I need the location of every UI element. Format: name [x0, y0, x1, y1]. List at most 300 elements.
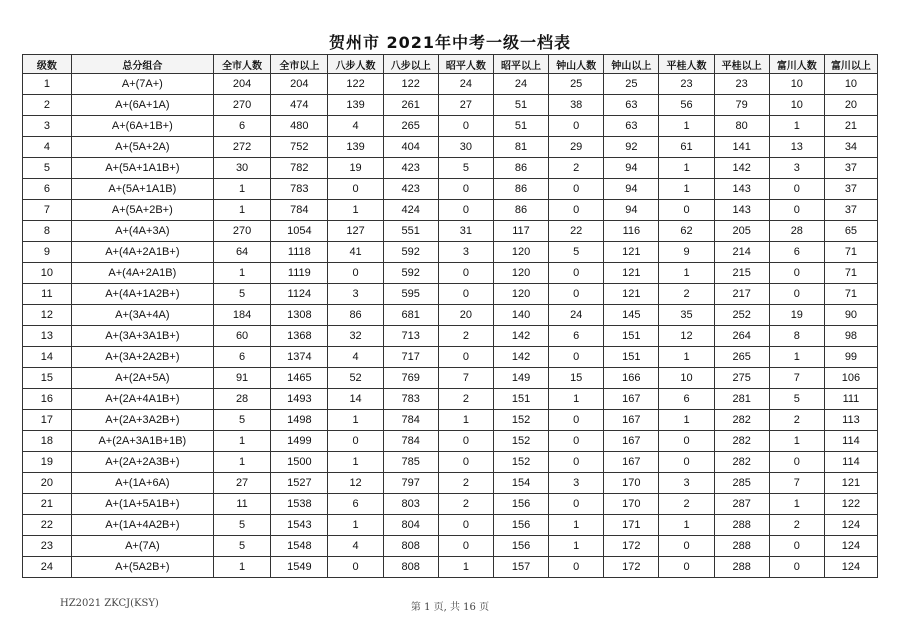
table-cell: A+(4A+2A1B+) — [71, 242, 213, 263]
table-cell: 24 — [23, 557, 72, 578]
table-cell: 1124 — [271, 284, 328, 305]
table-cell: 1119 — [271, 263, 328, 284]
column-header: 八步以上 — [383, 55, 438, 74]
table-cell: 51 — [493, 95, 548, 116]
table-cell: 156 — [493, 494, 548, 515]
table-cell: 0 — [549, 200, 604, 221]
table-row — [23, 368, 878, 389]
table-cell: 270 — [213, 221, 270, 242]
table-cell: 121 — [604, 263, 659, 284]
table-cell: 91 — [213, 368, 270, 389]
table-cell: 7 — [23, 200, 72, 221]
table-cell: 19 — [328, 158, 383, 179]
table-cell: 120 — [493, 242, 548, 263]
table-cell: 1 — [659, 410, 714, 431]
table-cell: 11 — [23, 284, 72, 305]
table-cell: 1465 — [271, 368, 328, 389]
table-cell: 784 — [271, 200, 328, 221]
table-cell: 0 — [769, 200, 824, 221]
table-cell: 803 — [383, 494, 438, 515]
table-cell: 167 — [604, 431, 659, 452]
table-cell: 272 — [213, 137, 270, 158]
table-cell: 0 — [438, 431, 493, 452]
table-cell: 5 — [438, 158, 493, 179]
table-cell: 5 — [23, 158, 72, 179]
table-cell: 22 — [23, 515, 72, 536]
table-cell: A+(1A+4A2B+) — [71, 515, 213, 536]
table-cell: 214 — [714, 242, 769, 263]
table-cell: 31 — [438, 221, 493, 242]
table-row — [23, 452, 878, 473]
table-cell: 717 — [383, 347, 438, 368]
table-cell: 0 — [549, 410, 604, 431]
table-cell: 122 — [383, 74, 438, 95]
table-cell: 769 — [383, 368, 438, 389]
table-cell: 1538 — [271, 494, 328, 515]
table-cell: 98 — [824, 326, 877, 347]
header-row — [23, 55, 878, 74]
table-row — [23, 263, 878, 284]
table-cell: 0 — [549, 557, 604, 578]
table-cell: A+(3A+4A) — [71, 305, 213, 326]
table-cell: 11 — [213, 494, 270, 515]
table-cell: 0 — [659, 557, 714, 578]
table-cell: 151 — [493, 389, 548, 410]
table-cell: 285 — [714, 473, 769, 494]
table-cell: 1 — [213, 263, 270, 284]
table-cell: 7 — [438, 368, 493, 389]
table-cell: 288 — [714, 557, 769, 578]
table-cell: 63 — [604, 95, 659, 116]
table-cell: 205 — [714, 221, 769, 242]
table-cell: 0 — [769, 536, 824, 557]
table-row — [23, 137, 878, 158]
table-cell: 167 — [604, 389, 659, 410]
table-cell: 592 — [383, 242, 438, 263]
table-cell: 92 — [604, 137, 659, 158]
table-body — [23, 74, 878, 578]
table-cell: 122 — [824, 494, 877, 515]
table-cell: 3 — [23, 116, 72, 137]
table-cell: 1368 — [271, 326, 328, 347]
table-cell: 681 — [383, 305, 438, 326]
table-cell: 288 — [714, 515, 769, 536]
table-cell: 156 — [493, 536, 548, 557]
table-cell: 8 — [769, 326, 824, 347]
table-cell: A+(2A+5A) — [71, 368, 213, 389]
table-cell: A+(7A+) — [71, 74, 213, 95]
table-cell: 1 — [23, 74, 72, 95]
column-header: 级数 — [23, 55, 72, 74]
column-header: 昭平人数 — [438, 55, 493, 74]
table-cell: 0 — [438, 347, 493, 368]
table-cell: 35 — [659, 305, 714, 326]
table-cell: 9 — [23, 242, 72, 263]
table-cell: 143 — [714, 179, 769, 200]
table-cell: 808 — [383, 536, 438, 557]
table-cell: 14 — [328, 389, 383, 410]
table-cell: 106 — [824, 368, 877, 389]
table-cell: 140 — [493, 305, 548, 326]
table-cell: 30 — [438, 137, 493, 158]
table-cell: 1499 — [271, 431, 328, 452]
table-cell: 2 — [659, 494, 714, 515]
table-cell: 10 — [659, 368, 714, 389]
table-cell: 1549 — [271, 557, 328, 578]
table-cell: 0 — [659, 536, 714, 557]
table-cell: 23 — [23, 536, 72, 557]
table-cell: 4 — [328, 116, 383, 137]
table-row — [23, 347, 878, 368]
table-cell: 114 — [824, 431, 877, 452]
table-cell: 29 — [549, 137, 604, 158]
table-cell: 12 — [23, 305, 72, 326]
table-cell: A+(4A+3A) — [71, 221, 213, 242]
table-cell: 1 — [549, 389, 604, 410]
table-cell: A+(2A+3A2B+) — [71, 410, 213, 431]
table-cell: 71 — [824, 263, 877, 284]
table-cell: 265 — [383, 116, 438, 137]
table-cell: 287 — [714, 494, 769, 515]
table-cell: 56 — [659, 95, 714, 116]
table-cell: 7 — [769, 368, 824, 389]
table-cell: 156 — [493, 515, 548, 536]
table-cell: 142 — [493, 347, 548, 368]
table-cell: 0 — [549, 494, 604, 515]
column-header: 昭平以上 — [493, 55, 548, 74]
table-cell: 71 — [824, 284, 877, 305]
table-cell: 282 — [714, 410, 769, 431]
table-row — [23, 389, 878, 410]
table-cell: 27 — [213, 473, 270, 494]
table-cell: A+(2A+4A1B+) — [71, 389, 213, 410]
table-cell: 1 — [659, 158, 714, 179]
table-cell: 4 — [328, 536, 383, 557]
table-cell: 592 — [383, 263, 438, 284]
table-cell: A+(1A+5A1B+) — [71, 494, 213, 515]
table-cell: 154 — [493, 473, 548, 494]
table-cell: 782 — [271, 158, 328, 179]
table-row — [23, 221, 878, 242]
table-cell: 6 — [549, 326, 604, 347]
table-cell: 783 — [271, 179, 328, 200]
column-header: 总分组合 — [71, 55, 213, 74]
table-cell: 1 — [659, 263, 714, 284]
table-cell: 121 — [824, 473, 877, 494]
table-cell: 0 — [438, 284, 493, 305]
table-cell: 3 — [769, 158, 824, 179]
table-cell: 151 — [604, 347, 659, 368]
table-cell: 0 — [438, 200, 493, 221]
table-cell: 10 — [769, 74, 824, 95]
table-cell: 16 — [23, 389, 72, 410]
table-cell: 551 — [383, 221, 438, 242]
table-cell: 60 — [213, 326, 270, 347]
table-cell: 86 — [493, 200, 548, 221]
footer-page-number: 第 1 页, 共 16 页 — [410, 602, 490, 613]
table-cell: 270 — [213, 95, 270, 116]
table-cell: 282 — [714, 452, 769, 473]
table-cell: 1 — [549, 515, 604, 536]
table-cell: 64 — [213, 242, 270, 263]
table-cell: 24 — [438, 74, 493, 95]
table-cell: 0 — [328, 431, 383, 452]
table-cell: 86 — [328, 305, 383, 326]
table-cell: 6 — [769, 242, 824, 263]
table-cell: 1 — [769, 431, 824, 452]
table-cell: 167 — [604, 410, 659, 431]
table-cell: 61 — [659, 137, 714, 158]
table-cell: 6 — [659, 389, 714, 410]
table-row — [23, 431, 878, 452]
table-cell: 0 — [769, 263, 824, 284]
table-cell: 0 — [549, 179, 604, 200]
table-cell: 1 — [438, 410, 493, 431]
table-cell: 2 — [438, 494, 493, 515]
table-cell: A+(6A+1A) — [71, 95, 213, 116]
table-cell: 480 — [271, 116, 328, 137]
table-cell: 15 — [549, 368, 604, 389]
table-cell: 1 — [328, 410, 383, 431]
table-row — [23, 473, 878, 494]
grade-table — [22, 54, 878, 578]
table-row — [23, 179, 878, 200]
table-cell: 804 — [383, 515, 438, 536]
table-cell: 713 — [383, 326, 438, 347]
table-cell: 120 — [493, 263, 548, 284]
table-cell: 595 — [383, 284, 438, 305]
table-cell: 139 — [328, 137, 383, 158]
table-cell: 0 — [659, 431, 714, 452]
table-cell: A+(2A+3A1B+1B) — [71, 431, 213, 452]
table-cell: 404 — [383, 137, 438, 158]
table-cell: 1374 — [271, 347, 328, 368]
table-cell: A+(5A2B+) — [71, 557, 213, 578]
table-cell: 172 — [604, 557, 659, 578]
table-cell: 1054 — [271, 221, 328, 242]
table-cell: 3 — [328, 284, 383, 305]
table-cell: A+(6A+1B+) — [71, 116, 213, 137]
table-cell: 14 — [23, 347, 72, 368]
table-cell: 71 — [824, 242, 877, 263]
table-cell: 0 — [769, 557, 824, 578]
table-cell: 38 — [549, 95, 604, 116]
table-cell: 25 — [604, 74, 659, 95]
table-cell: 149 — [493, 368, 548, 389]
table-cell: 281 — [714, 389, 769, 410]
column-header: 八步人数 — [328, 55, 383, 74]
table-cell: 172 — [604, 536, 659, 557]
table-cell: 784 — [383, 431, 438, 452]
table-cell: 81 — [493, 137, 548, 158]
table-cell: 151 — [604, 326, 659, 347]
table-row — [23, 305, 878, 326]
table-cell: 0 — [438, 263, 493, 284]
table-cell: 1 — [213, 200, 270, 221]
table-cell: 1 — [659, 116, 714, 137]
table-row — [23, 326, 878, 347]
table-cell: 32 — [328, 326, 383, 347]
table-cell: 41 — [328, 242, 383, 263]
table-cell: 0 — [438, 452, 493, 473]
table-row — [23, 284, 878, 305]
table-cell: 0 — [549, 116, 604, 137]
table-cell: 0 — [549, 263, 604, 284]
table-cell: 13 — [769, 137, 824, 158]
table-cell: 252 — [714, 305, 769, 326]
table-cell: 5 — [213, 536, 270, 557]
table-cell: 0 — [549, 431, 604, 452]
table-cell: A+(4A+1A2B+) — [71, 284, 213, 305]
table-cell: 12 — [659, 326, 714, 347]
table-cell: 1527 — [271, 473, 328, 494]
table-cell: 116 — [604, 221, 659, 242]
table-cell: 204 — [271, 74, 328, 95]
table-cell: 2 — [769, 410, 824, 431]
table-cell: 94 — [604, 200, 659, 221]
table-cell: 34 — [824, 137, 877, 158]
table-cell: 6 — [328, 494, 383, 515]
table-cell: 24 — [493, 74, 548, 95]
table-cell: 1 — [438, 557, 493, 578]
table-cell: 0 — [769, 284, 824, 305]
table-cell: A+(5A+2B+) — [71, 200, 213, 221]
table-cell: 27 — [438, 95, 493, 116]
table-cell: 170 — [604, 473, 659, 494]
footer-code: HZ2021 ZKCJ(KSY) — [60, 598, 159, 609]
table-cell: 142 — [714, 158, 769, 179]
table-cell: 275 — [714, 368, 769, 389]
table-cell: 120 — [493, 284, 548, 305]
table-cell: 261 — [383, 95, 438, 116]
table-cell: 15 — [23, 368, 72, 389]
table-cell: 21 — [824, 116, 877, 137]
table-cell: 7 — [769, 473, 824, 494]
table-cell: 122 — [328, 74, 383, 95]
page-title: 贺州市 2021年中考一级一档表 — [328, 33, 572, 52]
table-cell: 5 — [213, 515, 270, 536]
table-cell: 62 — [659, 221, 714, 242]
table-cell: 10 — [23, 263, 72, 284]
table-cell: 25 — [549, 74, 604, 95]
table-cell: 0 — [549, 284, 604, 305]
table-cell: 474 — [271, 95, 328, 116]
table-cell: 24 — [549, 305, 604, 326]
table-cell: 152 — [493, 431, 548, 452]
table-cell: 3 — [549, 473, 604, 494]
table-cell: 124 — [824, 515, 877, 536]
table-cell: 1 — [213, 452, 270, 473]
table-cell: 0 — [438, 536, 493, 557]
table-cell: 145 — [604, 305, 659, 326]
table-cell: 424 — [383, 200, 438, 221]
table-cell: 0 — [328, 557, 383, 578]
table-cell: 3 — [659, 473, 714, 494]
column-header: 钟山以上 — [604, 55, 659, 74]
table-cell: 37 — [824, 200, 877, 221]
table-cell: 99 — [824, 347, 877, 368]
table-cell: 20 — [438, 305, 493, 326]
table-cell: 264 — [714, 326, 769, 347]
table-cell: 22 — [549, 221, 604, 242]
table-cell: A+(3A+3A1B+) — [71, 326, 213, 347]
table-cell: 0 — [549, 452, 604, 473]
table-cell: 10 — [769, 95, 824, 116]
table-cell: 1 — [213, 557, 270, 578]
table-cell: A+(2A+2A3B+) — [71, 452, 213, 473]
table-cell: 2 — [659, 284, 714, 305]
table-cell: 141 — [714, 137, 769, 158]
table-cell: 5 — [769, 389, 824, 410]
table-cell: 17 — [23, 410, 72, 431]
table-cell: A+(5A+1A1B+) — [71, 158, 213, 179]
table-cell: A+(7A) — [71, 536, 213, 557]
table-cell: 113 — [824, 410, 877, 431]
table-cell: 2 — [438, 389, 493, 410]
table-cell: 0 — [769, 452, 824, 473]
table-cell: 215 — [714, 263, 769, 284]
table-cell: 282 — [714, 431, 769, 452]
table-cell: 1 — [549, 536, 604, 557]
table-cell: 6 — [213, 347, 270, 368]
table-cell: 28 — [213, 389, 270, 410]
table-cell: 5 — [213, 410, 270, 431]
table-cell: A+(5A+1A1B) — [71, 179, 213, 200]
table-cell: 166 — [604, 368, 659, 389]
table-cell: 170 — [604, 494, 659, 515]
table-row — [23, 158, 878, 179]
table-cell: 2 — [549, 158, 604, 179]
table-cell: A+(4A+2A1B) — [71, 263, 213, 284]
table-row — [23, 74, 878, 95]
table-cell: 30 — [213, 158, 270, 179]
table-cell: 0 — [438, 116, 493, 137]
table-cell: 1 — [769, 347, 824, 368]
table-cell: 37 — [824, 158, 877, 179]
table-cell: 1548 — [271, 536, 328, 557]
table-cell: 12 — [328, 473, 383, 494]
column-header: 钟山人数 — [549, 55, 604, 74]
table-cell: 0 — [549, 347, 604, 368]
table-cell: 152 — [493, 452, 548, 473]
table-cell: A+(3A+2A2B+) — [71, 347, 213, 368]
table-cell: 18 — [23, 431, 72, 452]
table-cell: 784 — [383, 410, 438, 431]
table-cell: 114 — [824, 452, 877, 473]
table-cell: 217 — [714, 284, 769, 305]
table-cell: 1 — [659, 347, 714, 368]
table-cell: 0 — [438, 179, 493, 200]
table-cell: 19 — [23, 452, 72, 473]
table-cell: 0 — [659, 200, 714, 221]
column-header: 富川人数 — [769, 55, 824, 74]
table-cell: 785 — [383, 452, 438, 473]
table-cell: 0 — [328, 179, 383, 200]
table-cell: 23 — [659, 74, 714, 95]
table-cell: 80 — [714, 116, 769, 137]
table-cell: 20 — [824, 95, 877, 116]
table-row — [23, 536, 878, 557]
column-header: 平桂人数 — [659, 55, 714, 74]
table-row — [23, 242, 878, 263]
table-cell: 127 — [328, 221, 383, 242]
table-cell: 10 — [824, 74, 877, 95]
table-cell: 1500 — [271, 452, 328, 473]
table-cell: 1 — [328, 200, 383, 221]
table-row — [23, 95, 878, 116]
table-cell: 52 — [328, 368, 383, 389]
table-cell: 8 — [23, 221, 72, 242]
